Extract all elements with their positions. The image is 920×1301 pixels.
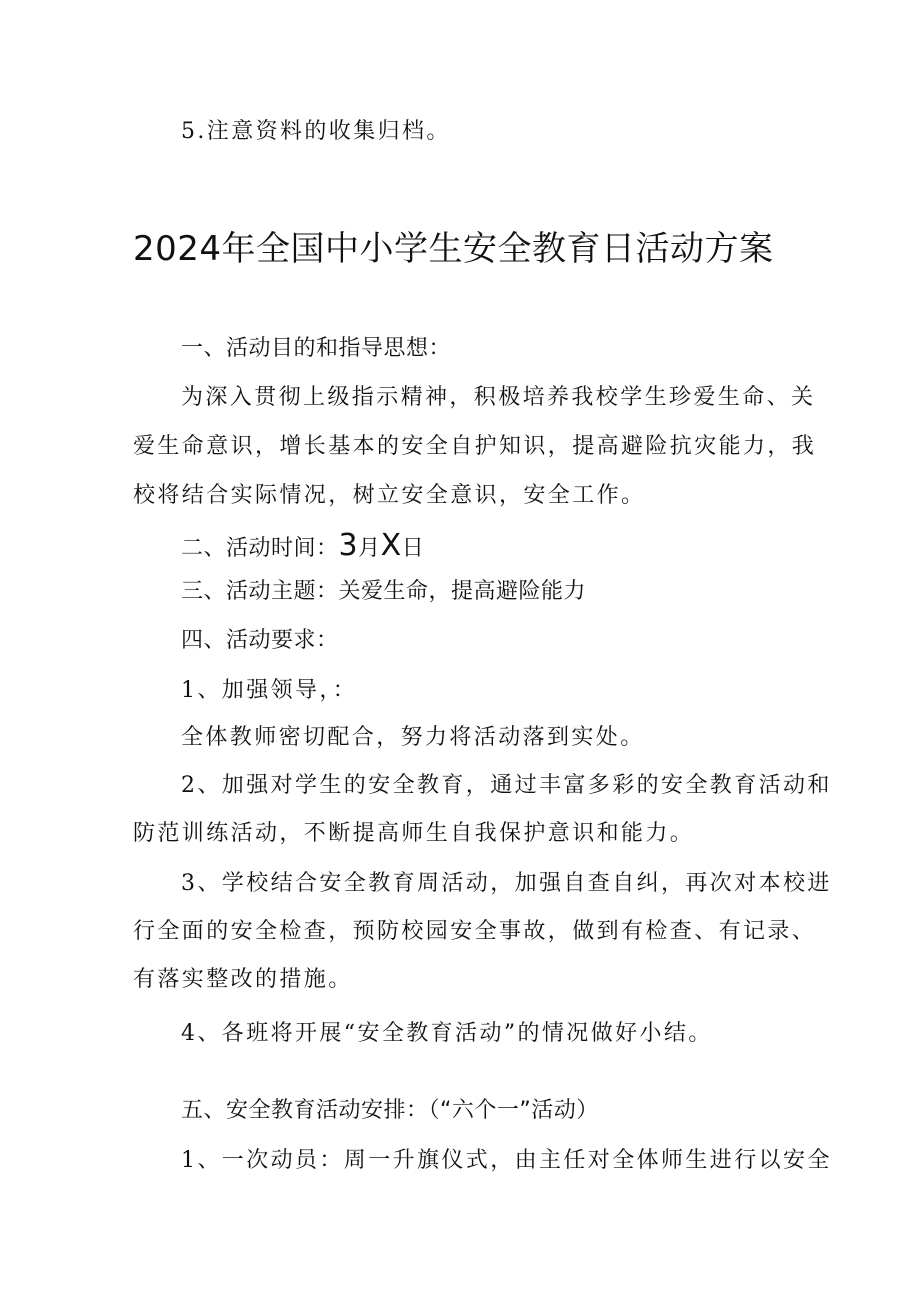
requirement-item-title: 1、加强领导，：: [181, 678, 358, 703]
section-heading-time: [181, 528, 425, 563]
paragraph-line: 校将结合实际情况，树立安全意识，安全工作。: [133, 483, 646, 508]
time-month-number: 3: [338, 528, 359, 563]
requirement-item-line: 3、学校结合安全教育周活动，加强自查自纠，再次对本校进: [181, 871, 832, 896]
document-title: 2024年全国中小学生安全教育日活动方案: [133, 229, 774, 269]
time-month-char: 月: [358, 536, 381, 561]
section-heading-requirements: 四、活动要求：: [181, 628, 339, 653]
list-item-collect-archive: 5.注意资料的收集归档。: [181, 119, 451, 144]
requirement-item-line: 行全面的安全检查，预防校园安全事故，做到有检查、有记录、: [133, 919, 817, 944]
time-label: 二、活动时间：: [181, 536, 339, 561]
requirement-item-text: 全体教师密切配合，努力将活动落到实处。: [181, 725, 645, 750]
requirement-item-line: 4、各班将开展“安全教育活动”的情况做好小结。: [181, 1021, 713, 1046]
paragraph-line: 爱生命意识，增长基本的安全自护知识，提高避险抗灾能力，我: [133, 434, 817, 459]
requirement-item-line: 防范训练活动，不断提高师生自我保护意识和能力。: [133, 821, 695, 846]
section-heading-arrangement: 五、安全教育活动安排：（“六个一”活动）: [181, 1098, 599, 1123]
arrangement-item-line: 1、一次动员：周一升旗仪式，由主任对全体师生进行以安全: [181, 1148, 832, 1173]
requirement-item-line: 2、加强对学生的安全教育，通过丰富多彩的安全教育活动和: [181, 773, 832, 798]
requirement-item-line: 有落实整改的措施。: [133, 967, 353, 992]
paragraph-line: 为深入贯彻上级指示精神，积极培养我校学生珍爱生命、关: [181, 385, 816, 410]
section-heading-purpose: 一、活动目的和指导思想：: [181, 336, 452, 361]
section-heading-theme: 三、活动主题：关爱生命，提高避险能力: [181, 579, 587, 604]
time-day-char: 日: [401, 536, 425, 561]
time-day-number: X: [380, 528, 402, 563]
